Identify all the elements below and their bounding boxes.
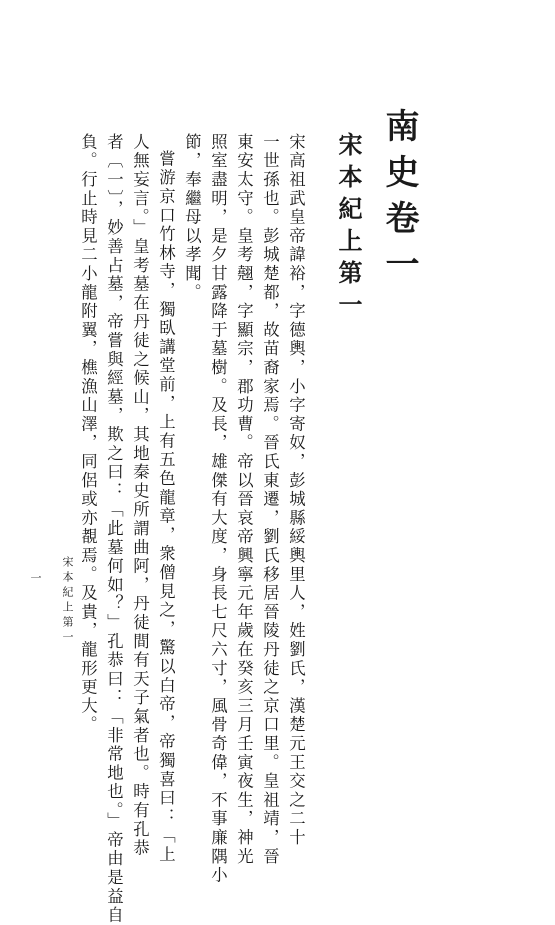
- text-column: 一世孫也。彭城楚都，故苗裔家焉。晉氏東遷，劉氏移居晉陵丹徒之京口里。皇祖靖，晉: [260, 133, 280, 867]
- text-column: 節，奉繼母以孝聞。: [182, 133, 202, 303]
- page-number: 一: [29, 572, 42, 583]
- chapter-title: 宋本紀上第一: [334, 132, 363, 324]
- text-column: 人無妄言。」皇考墓在丹徒之候山，其地秦史所謂曲阿，丹徒間有天子氣者也。時有孔恭: [130, 133, 150, 858]
- text-column: 宋高祖武皇帝諱裕，字德輿，小字寄奴，彭城縣綏輿里人，姓劉氏，漢楚元王交之二十: [286, 133, 306, 848]
- book-title: 南史卷一: [379, 108, 419, 292]
- text-column: 負。行止時見二小龍附翼，樵漁山澤，同侶或亦覩焉。及貴，龍形更大。: [78, 133, 98, 735]
- text-column: 者〔一〕，妙善占墓，帝嘗與經墓，欺之曰：「此墓何如？」孔恭曰：「非常地也。」帝由是益自: [104, 133, 124, 925]
- text-column: 照室盡明，是夕甘露降于墓樹。及長，雄傑有大度，身長七尺六寸，風骨奇偉，不事廉隅小: [208, 133, 228, 885]
- running-head: 宋本紀上第一: [61, 556, 74, 646]
- text-column: 嘗游京口竹林寺，獨臥講堂前，上有五色龍章，衆僧見之，驚以白帝，帝獨喜曰：「上: [156, 150, 176, 865]
- text-column: 東安太守。皇考翹，字顯宗，郡功曹。帝以晉哀帝興寧元年歲在癸亥三月壬寅夜生，神光: [234, 133, 254, 867]
